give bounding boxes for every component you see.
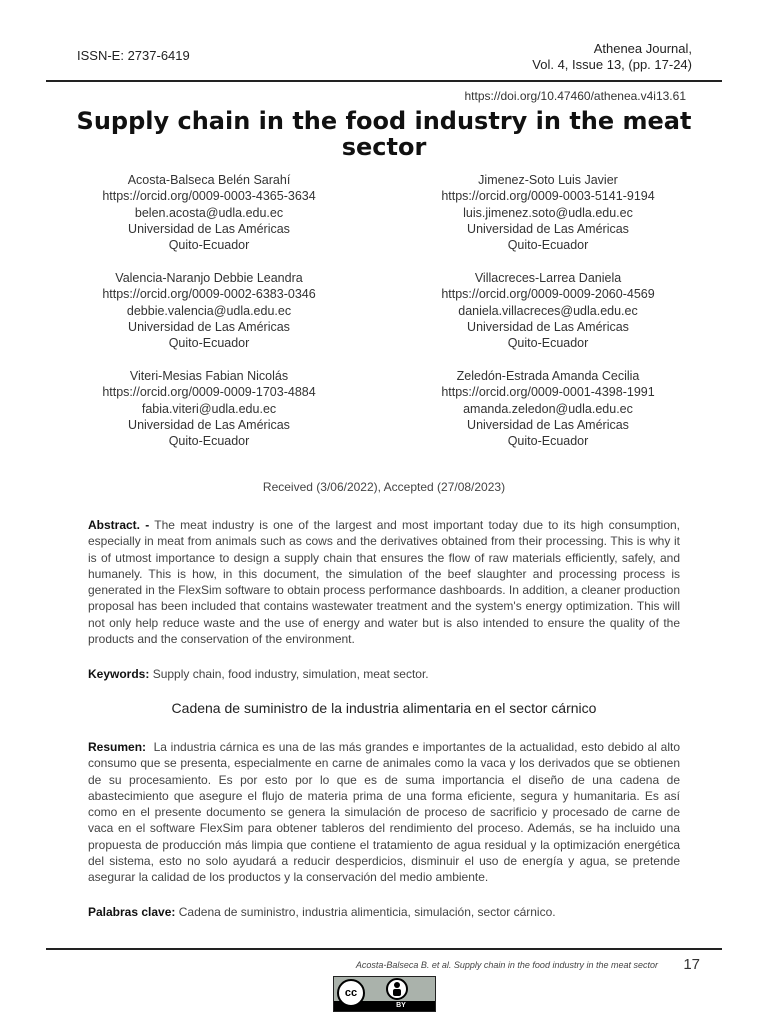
author-name: Valencia-Naranjo Debbie Leandra xyxy=(115,271,303,285)
author-orcid[interactable]: https://orcid.org/0009-0002-6383-0346 xyxy=(102,287,316,302)
palabras-clave xyxy=(88,904,680,920)
resumen-label: Resumen: xyxy=(88,740,147,754)
author-email[interactable]: fabia.viteri@udla.edu.ec xyxy=(141,401,277,416)
resumen xyxy=(88,739,680,886)
author-location: Quito-Ecuador xyxy=(168,336,250,351)
journal-name: Athenea Journal, xyxy=(593,41,692,56)
author-email[interactable]: debbie.valencia@udla.edu.ec xyxy=(126,303,292,318)
author-card xyxy=(59,172,359,253)
author-card xyxy=(398,172,698,253)
attribution-icon xyxy=(386,978,408,1000)
author-location: Quito-Ecuador xyxy=(507,336,589,351)
author-location: Quito-Ecuador xyxy=(507,434,589,449)
author-email[interactable]: luis.jimenez.soto@udla.edu.ec xyxy=(463,205,633,220)
author-affiliation: Universidad de Las Américas xyxy=(128,417,290,432)
author-location: Quito-Ecuador xyxy=(168,238,250,253)
palabras-clave-text: Cadena de suministro, industria alimenticia, simulación, sector cárnico. xyxy=(178,905,556,919)
author-orcid[interactable]: https://orcid.org/0009-0009-2060-4569 xyxy=(441,287,655,302)
top-rule xyxy=(46,80,722,82)
journal-volume: Vol. 4, Issue 13, (pp. 17-24) xyxy=(532,57,692,72)
author-location: Quito-Ecuador xyxy=(507,238,589,253)
attribution-icon-body xyxy=(393,989,401,996)
bottom-rule xyxy=(46,948,722,950)
author-email[interactable]: belen.acosta@udla.edu.ec xyxy=(134,205,284,220)
cc-icon: cc xyxy=(337,979,365,1007)
author-card xyxy=(398,368,698,449)
author-orcid[interactable]: https://orcid.org/0009-0001-4398-1991 xyxy=(441,385,655,400)
keywords-text: Supply chain, food industry, simulation, meat sector. xyxy=(152,667,429,681)
author-name: Jimenez-Soto Luis Javier xyxy=(478,173,618,187)
author-name: Acosta-Balseca Belén Sarahí xyxy=(127,173,291,187)
author-card xyxy=(398,270,698,351)
paper-title: Supply chain in the food industry in the meat sector xyxy=(76,107,692,161)
keywords-label: Keywords: xyxy=(88,667,150,681)
abstract-label: Abstract. - xyxy=(88,518,150,532)
cc-by-license-badge[interactable] xyxy=(333,976,436,1012)
author-orcid[interactable]: https://orcid.org/0009-0009-1703-4884 xyxy=(102,385,316,400)
author-orcid[interactable]: https://orcid.org/0009-0003-4365-3634 xyxy=(102,189,316,204)
palabras-clave-label: Palabras clave: xyxy=(88,905,176,919)
author-name: Villacreces-Larrea Daniela xyxy=(474,271,622,285)
keywords xyxy=(88,666,680,682)
author-name: Viteri-Mesias Fabian Nicolás xyxy=(129,369,289,383)
license-by-label: BY xyxy=(396,1002,406,1009)
header-journal-info xyxy=(532,41,692,73)
author-email[interactable]: amanda.zeledon@udla.edu.ec xyxy=(463,401,633,416)
author-affiliation: Universidad de Las Américas xyxy=(467,319,629,334)
author-affiliation: Universidad de Las Américas xyxy=(128,319,290,334)
author-card xyxy=(59,368,359,449)
author-name: Zeledón-Estrada Amanda Cecilia xyxy=(456,369,640,383)
received-dates: Received (3/06/2022), Accepted (27/08/2023) xyxy=(262,480,506,494)
resumen-text: La industria cárnica es una de las más grandes e importantes de la actualidad, esto debido al alto consumo que se presenta, especialmente en carne de animales como la vaca y los derivados que se obtienen de su procesamiento. Es por esto por lo que es de suma importancia el diseño de una cadena de abastecimiento que asegure el flujo de materia prima de una forma eficiente, segura y humanitaria. Es así como en el presente documento se genera la simulación de proceso de sacrificio y procesado de carne de vaca en el software FlexSim para obtener tableros del rendimiento del proceso. Además, se ha incluido una propuesta de producción más limpia que contiene el tratamiento de agua residual y la optimización energética del sistema, esto no solo ayudará a reducir desperdicios, disminuir el uso de energía y agua, se pretende asegurar la calidad de los productos y la conservación del medio ambiente. xyxy=(88,740,680,885)
footer-citation: Acosta-Balseca B. et al. Supply chain in the food industry in the meat sector xyxy=(355,960,658,970)
abstract-text: The meat industry is one of the largest and most important today due to its high consumption, especially in meat from animals such as cows and the derivatives obtained from their processing. This is why it is of utmost importance to design a supply chain that ensures the flow of raw materials efficiently, safely, and humanely. This is how, in this document, the simulation of the beef slaughter and processing process is generated in the FlexSim software to obtain process performance dashboards. In addition, a cleaner production proposal has been included that contains wastewater treatment and the system's energy optimization. This will not only help reduce waste and the use of energy and water but is also intended to ensure the quality of the products and the conservation of the environment. xyxy=(88,518,681,647)
attribution-icon-head xyxy=(394,982,400,988)
header-issn: ISSN-E: 2737-6419 xyxy=(77,48,190,63)
author-affiliation: Universidad de Las Américas xyxy=(467,417,629,432)
author-affiliation: Universidad de Las Américas xyxy=(467,221,629,236)
author-card xyxy=(59,270,359,351)
author-email[interactable]: daniela.villacreces@udla.edu.ec xyxy=(458,303,638,318)
abstract xyxy=(88,517,680,647)
doi-link[interactable]: https://doi.org/10.47460/athenea.v4i13.61 xyxy=(464,89,686,103)
author-location: Quito-Ecuador xyxy=(168,434,250,449)
page-number: 17 xyxy=(683,956,700,973)
author-orcid[interactable]: https://orcid.org/0009-0003-5141-9194 xyxy=(441,189,655,204)
author-affiliation: Universidad de Las Américas xyxy=(128,221,290,236)
spanish-title: Cadena de suministro de la industria alimentaria en el sector cárnico xyxy=(171,700,597,716)
